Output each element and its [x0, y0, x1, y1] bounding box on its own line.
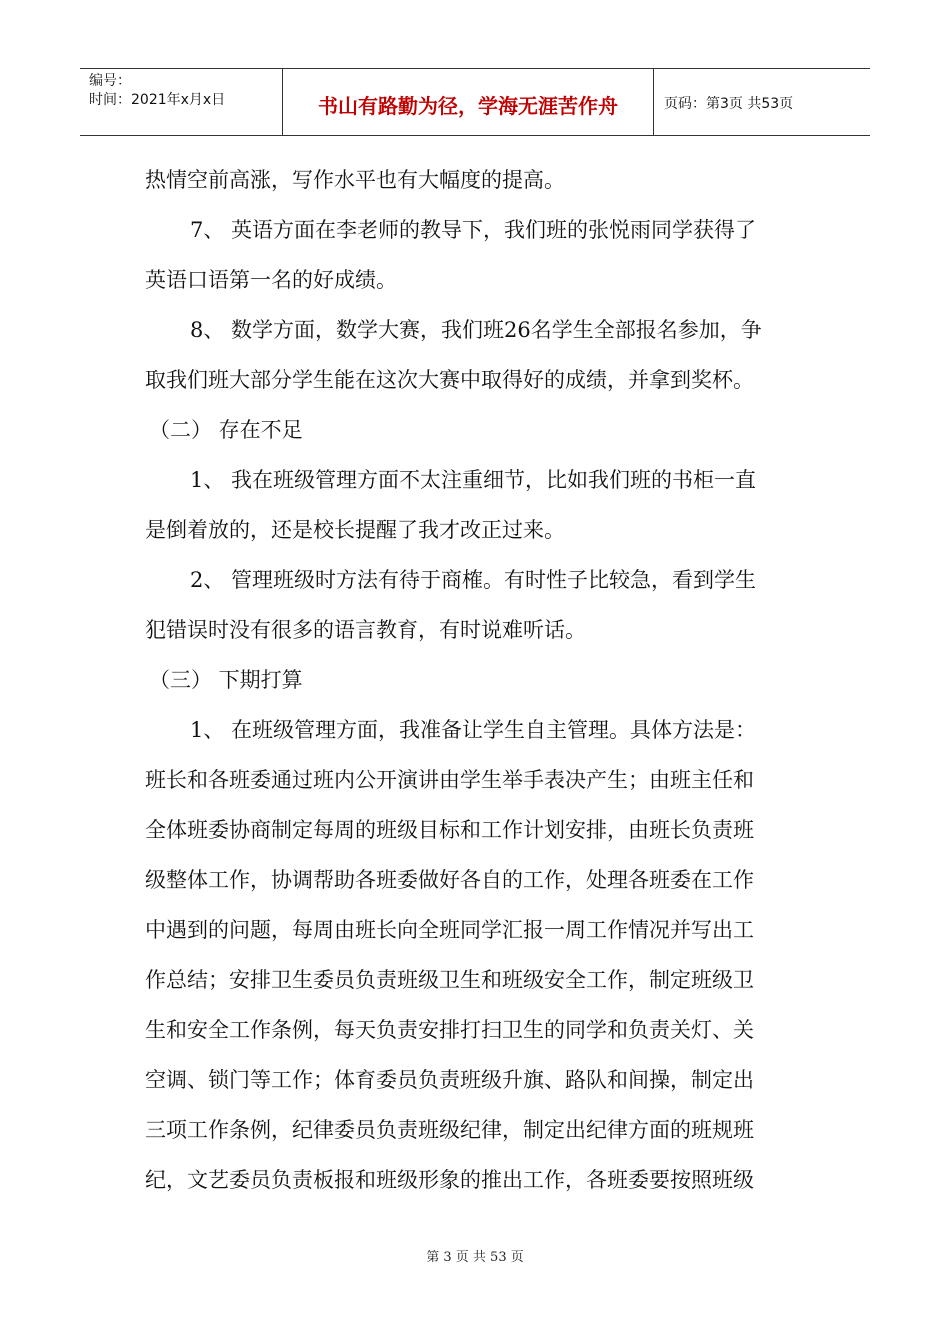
header-page-label: 页码：第3页 共53页 — [664, 96, 794, 112]
section-heading: （三） 下期打算 — [149, 668, 303, 692]
page-header — [80, 68, 870, 136]
header-page-cell — [654, 69, 870, 135]
page-footer: 第 3 页 共 53 页 — [426, 1250, 524, 1265]
body-line: 作总结；安排卫生委员负责班级卫生和班级安全工作，制定班级卫 — [145, 968, 754, 992]
body-line: 热情空前高涨，写作水平也有大幅度的提高。 — [145, 168, 565, 192]
body-line: 级整体工作，协调帮助各班委做好各自的工作，处理各班委在工作 — [145, 868, 754, 892]
body-line: 英语口语第一名的好成绩。 — [145, 268, 397, 292]
body-line: 三项工作条例，纪律委员负责班级纪律，制定出纪律方面的班规班 — [145, 1118, 754, 1142]
body-line: 是倒着放的，还是校长提醒了我才改正过来。 — [145, 518, 565, 542]
document-number-label: 编号： — [89, 73, 131, 89]
body-line: 1、 我在班级管理方面不太注重细节，比如我们班的书柜一直 — [190, 468, 757, 492]
section-heading: （二） 存在不足 — [149, 418, 303, 442]
body-line: 取我们班大部分学生能在这次大赛中取得好的成绩，并拿到奖杯。 — [145, 368, 754, 392]
body-line: 生和安全工作条例，每天负责安排打扫卫生的同学和负责关灯、关 — [145, 1018, 754, 1042]
header-meta — [80, 69, 283, 135]
body-line: 2、 管理班级时方法有待于商榷。有时性子比较急，看到学生 — [190, 568, 757, 592]
body-line: 1、 在班级管理方面，我准备让学生自主管理。具体方法是： — [190, 718, 757, 742]
body-line: 7、 英语方面在李老师的教导下，我们班的张悦雨同学获得了 — [190, 218, 757, 242]
body-line: 8、 数学方面，数学大赛，我们班26名学生全部报名参加，争 — [190, 318, 762, 342]
document-time-label: 时间：2021年x月x日 — [89, 92, 226, 108]
body-line: 纪，文艺委员负责板报和班级形象的推出工作，各班委要按照班级 — [145, 1168, 754, 1192]
body-line: 空调、锁门等工作；体育委员负责班级升旗、路队和间操，制定出 — [145, 1068, 754, 1092]
body-line: 班长和各班委通过班内公开演讲由学生举手表决产生；由班主任和 — [145, 768, 754, 792]
body-line: 犯错误时没有很多的语言教育，有时说难听话。 — [145, 618, 586, 642]
body-line: 全体班委协商制定每周的班级目标和工作计划安排，由班长负责班 — [145, 818, 754, 842]
body-line: 中遇到的问题，每周由班长向全班同学汇报一周工作情况并写出工 — [145, 918, 754, 942]
header-motto-cell — [283, 69, 654, 135]
header-motto: 书山有路勤为径，学海无涯苦作舟 — [318, 93, 618, 118]
